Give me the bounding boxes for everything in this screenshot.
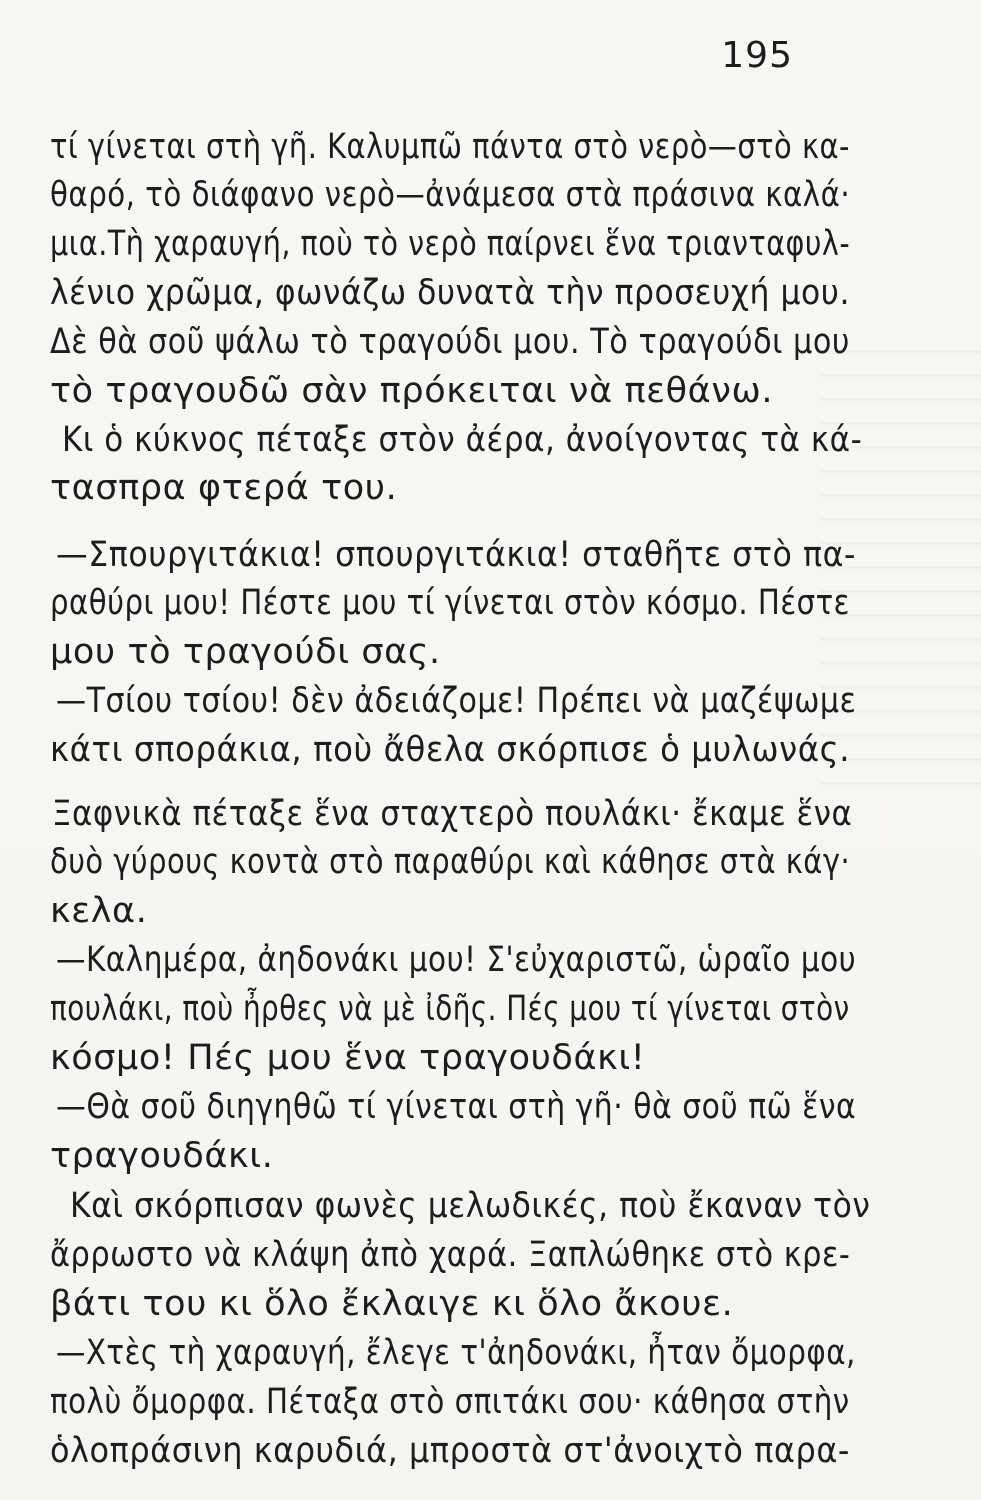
text-line: βάτι του κι ὅλο ἔκλαιγε κι ὅλο ἄκουε.: [50, 1284, 734, 1324]
text-line: μια.Τὴ χαραυγή, ποὺ τὸ νερὸ παίρνει ἕνα τριανταφυλ-: [50, 224, 851, 264]
text-line: —Θὰ σοῦ διηγηθῶ τί γίνεται στὴ γῆ· θὰ σοῦ πῶ ἕνα: [56, 1087, 857, 1127]
text-line: λένιο χρῶμα, φωνάζω δυνατὰ τὴν προσευχή μου.: [50, 273, 850, 313]
text-line: —Χτὲς τὴ χαραυγή, ἔλεγε τ'ἀηδονάκι, ἦταν ὄμορφα,: [56, 1333, 856, 1373]
text-line: θαρό, τὸ διάφανο νερὸ—ἀνάμεσα στὰ πράσινα καλά·: [50, 175, 851, 215]
text-line: κάτι σποράκια, ποὺ ἄθελα σκόρπισε ὁ μυλωνάς.: [50, 730, 851, 770]
text-line: Κι ὁ κύκνος πέταξε στὸν ἀέρα, ἀνοίγοντας τὰ κά-: [62, 420, 863, 460]
text-line: μου τὸ τραγούδι σας.: [50, 632, 441, 672]
text-line: Ξαφνικὰ πέταξε ἕνα σταχτερὸ πουλάκι· ἔκαμε ἕνα: [52, 794, 853, 834]
text-line: πολὺ ὄμορφα. Πέταξα στὸ σπιτάκι σου· κάθησα στὴν: [50, 1382, 850, 1422]
text-line: κελα.: [50, 891, 148, 931]
page-number: 195: [721, 35, 793, 76]
text-line: ραθύρι μου! Πέστε μου τί γίνεται στὸν κόσμο. Πέστε: [50, 583, 850, 623]
text-line: ἄρρωστο νὰ κλάψη ἀπὸ χαρά. Ξαπλώθηκε στὸ κρε-: [50, 1235, 851, 1275]
text-line: τὸ τραγουδῶ σὰν πρόκειται νὰ πεθάνω.: [50, 371, 774, 411]
text-line: Δὲ θὰ σοῦ ψάλω τὸ τραγούδι μου. Τὸ τραγούδι μου: [50, 322, 850, 362]
text-line: τραγουδάκι.: [50, 1136, 274, 1176]
text-line: —Καλημέρα, ἀηδονάκι μου! Σ'εὐχαριστῶ, ὡραῖο μου: [56, 940, 857, 980]
text-line: τί γίνεται στὴ γῆ. Καλυμπῶ πάντα στὸ νερὸ—στὸ κα-: [50, 127, 850, 167]
text-line: Καὶ σκόρπισαν φωνὲς μελωδικές, ποὺ ἔκαναν τὸν: [70, 1186, 871, 1226]
text-line: τασπρα φτερά του.: [50, 468, 398, 508]
text-line: κόσμο! Πές μου ἕνα τραγουδάκι!: [50, 1038, 646, 1078]
text-line: δυὸ γύρους κοντὰ στὸ παραθύρι καὶ κάθησε στὰ κάγ·: [50, 842, 851, 882]
text-line: —Τσίου τσίου! δὲν ἀδειάζομε! Πρέπει νὰ μαζέψωμε: [56, 681, 857, 721]
text-line: ὁλοπράσινη καρυδιά, μπροστὰ στ'ἀνοιχτὸ παρα-: [50, 1431, 850, 1471]
text-line: —Σπουργιτάκια! σπουργιτάκια! σταθῆτε στὸ πα-: [56, 535, 857, 575]
text-line: πουλάκι, ποὺ ἦρθες νὰ μὲ ἰδῆς. Πές μου τί γίνεται στὸν: [50, 989, 850, 1029]
